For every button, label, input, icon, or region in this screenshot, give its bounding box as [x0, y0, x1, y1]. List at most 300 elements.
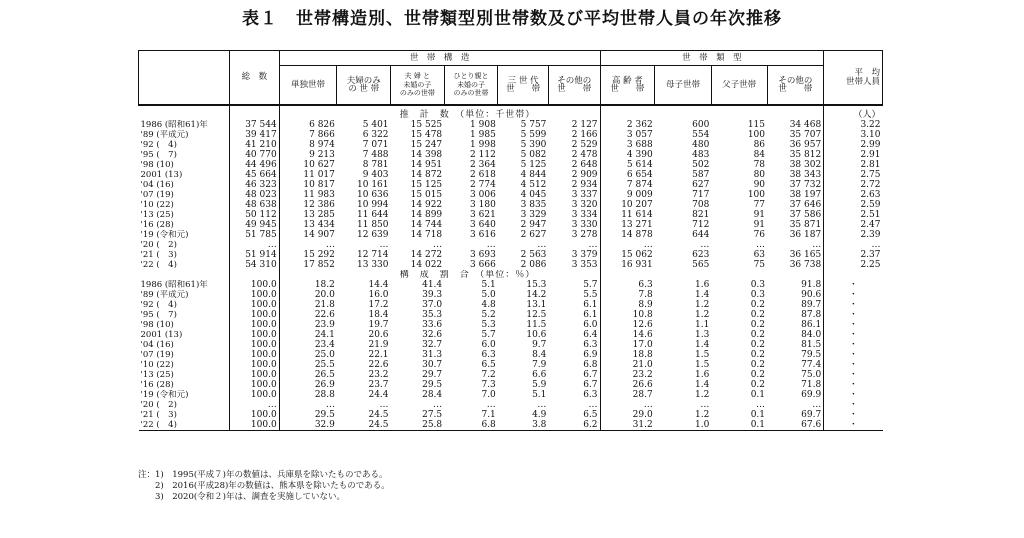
- value-cell: 8 974: [309, 140, 335, 150]
- value-cell: …: [379, 240, 389, 250]
- year-cell: 1986 (昭和61)年: [139, 280, 230, 290]
- avg-cell: ・: [824, 380, 883, 390]
- value-cell: 708: [692, 200, 710, 210]
- value-cell: 7.8: [600, 290, 655, 300]
- value-cell: 7 071: [362, 140, 389, 150]
- table-row: [139, 360, 883, 370]
- value-cell: 49 945: [230, 220, 280, 230]
- value-cell: 2 627: [520, 230, 547, 240]
- value-cell: 3 640: [470, 220, 496, 230]
- value-cell: 6.1: [583, 310, 598, 320]
- value-cell: 91: [753, 220, 766, 230]
- caption-year-cell: [139, 105, 230, 120]
- value-cell: 3 693: [470, 250, 496, 260]
- avg-unit: [824, 270, 883, 280]
- value-cell: 38 302: [789, 160, 822, 170]
- value-cell: 8.9: [600, 300, 655, 310]
- value-cell: 32.9: [279, 420, 337, 431]
- value-cell: …: [379, 400, 389, 410]
- value-cell: 14 907: [303, 230, 335, 240]
- value-cell: 18.4: [368, 310, 389, 320]
- value-cell: 91: [753, 210, 766, 220]
- value-cell: 84.0: [801, 330, 822, 340]
- value-cell: 2 086: [520, 260, 547, 270]
- year-cell: '07 (19): [139, 350, 230, 360]
- value-cell: …: [700, 240, 710, 250]
- value-cell: 2 364: [470, 160, 496, 170]
- avg-cell: ・: [824, 340, 883, 350]
- value-cell: 14 718: [410, 230, 443, 240]
- section-caption: 推 計 数 （単位：千世帯）: [399, 109, 536, 120]
- value-cell: 1.4: [695, 340, 710, 350]
- value-cell: 0.2: [750, 330, 766, 340]
- year-cell: '13 (25): [139, 370, 230, 380]
- avg-cell: 3.22: [824, 120, 883, 130]
- value-cell: 10 161: [357, 180, 389, 190]
- value-cell: 5.5: [583, 290, 598, 300]
- value-cell: 3 688: [600, 140, 655, 150]
- value-cell: 4 844: [520, 170, 547, 180]
- value-cell: 4 512: [520, 180, 547, 190]
- year-cell: '16 (28): [139, 220, 230, 230]
- caption-total-cell: [230, 270, 280, 280]
- value-cell: 40 770: [230, 150, 280, 160]
- value-cell: 5 599: [520, 130, 547, 140]
- header-group-type: 世 帯 類 型: [600, 51, 824, 66]
- value-cell: 6.3: [481, 350, 496, 360]
- value-cell: 1.3: [695, 330, 710, 340]
- year-cell: '21 ( 3): [139, 410, 230, 420]
- value-cell: 2 947: [520, 220, 547, 230]
- avg-cell: ・: [824, 410, 883, 420]
- value-cell: 14 878: [600, 230, 655, 240]
- value-cell: 20.6: [368, 330, 389, 340]
- value-cell: 6.0: [481, 340, 496, 350]
- value-cell: …: [537, 400, 547, 410]
- value-cell: 17 852: [303, 260, 335, 270]
- value-cell: 12.5: [526, 310, 547, 320]
- value-cell: …: [700, 400, 710, 410]
- table-row: [139, 160, 883, 170]
- value-cell: 12.6: [600, 320, 655, 330]
- value-cell: 2 934: [571, 180, 598, 190]
- value-cell: 100: [747, 190, 766, 200]
- value-cell: 90: [753, 180, 766, 190]
- value-cell: 15 125: [410, 180, 443, 190]
- value-cell: 54 310: [230, 260, 280, 270]
- value-cell: 12 714: [357, 250, 389, 260]
- value-cell: 11 614: [600, 210, 655, 220]
- value-cell: 13 434: [303, 220, 335, 230]
- value-cell: 565: [692, 260, 710, 270]
- value-cell: 11 850: [357, 220, 389, 230]
- value-cell: 2 112: [470, 150, 496, 160]
- table-row: [139, 260, 883, 270]
- value-cell: 6.7: [583, 380, 598, 390]
- value-cell: 28.8: [314, 390, 335, 400]
- avg-unit: （人）: [824, 105, 883, 120]
- value-cell: 29.5: [314, 410, 335, 420]
- value-cell: 13 330: [357, 260, 389, 270]
- value-cell: 623: [692, 250, 710, 260]
- value-cell: 21.0: [600, 360, 655, 370]
- year-cell: '19 (令和元): [139, 230, 230, 240]
- value-cell: 6.3: [600, 280, 655, 290]
- value-cell: 31.3: [422, 350, 443, 360]
- value-cell: 100.0: [230, 330, 280, 340]
- value-cell: 14 872: [410, 170, 443, 180]
- value-cell: 10 994: [357, 200, 389, 210]
- avg-cell: 2.39: [824, 230, 883, 240]
- value-cell: 4 390: [600, 150, 655, 160]
- value-cell: 8 781: [362, 160, 389, 170]
- value-cell: 30.7: [422, 360, 443, 370]
- year-cell: '22 ( 4): [139, 260, 230, 270]
- table-row: [139, 210, 883, 220]
- value-cell: 502: [692, 160, 710, 170]
- header-elderly: 高 齢 者 世 帯: [600, 66, 655, 106]
- value-cell: 3 334: [571, 210, 598, 220]
- value-cell: 14 744: [410, 220, 443, 230]
- value-cell: 33.6: [422, 320, 443, 330]
- value-cell: 36 957: [789, 140, 822, 150]
- value-cell: 6.5: [583, 410, 598, 420]
- value-cell: 19.7: [368, 320, 389, 330]
- value-cell: 3 616: [470, 230, 496, 240]
- year-cell: '22 ( 4): [139, 420, 230, 431]
- value-cell: 5 082: [520, 150, 547, 160]
- value-cell: 23.2: [368, 370, 389, 380]
- value-cell: 0.1: [711, 420, 767, 431]
- year-cell: '19 (令和元): [139, 390, 230, 400]
- header-year-corner: [139, 51, 230, 106]
- avg-cell: ・: [824, 320, 883, 330]
- value-cell: 4.9: [532, 410, 547, 420]
- avg-cell: ・: [824, 360, 883, 370]
- value-cell: 7 874: [600, 180, 655, 190]
- year-cell: '95 ( 7): [139, 310, 230, 320]
- table-row: [139, 120, 883, 130]
- value-cell: 6.3: [583, 390, 598, 400]
- value-cell: 7.9: [532, 360, 547, 370]
- avg-cell: 2.63: [824, 190, 883, 200]
- value-cell: 9.7: [532, 340, 547, 350]
- value-cell: 2 563: [520, 250, 547, 260]
- value-cell: 100.0: [230, 290, 280, 300]
- value-cell: 6.0: [583, 320, 598, 330]
- value-cell: 3 835: [520, 200, 547, 210]
- value-cell: 100.0: [230, 310, 280, 320]
- footnote: 3) 2020(令和２)年は、調査を実施していない。: [138, 492, 345, 502]
- value-cell: 14.4: [368, 280, 389, 290]
- value-cell: 15 062: [600, 250, 655, 260]
- value-cell: 35 707: [789, 130, 822, 140]
- value-cell: 80: [753, 170, 766, 180]
- value-cell: 14 398: [410, 150, 443, 160]
- table-row: [139, 340, 883, 350]
- value-cell: 14 922: [410, 200, 443, 210]
- year-cell: '98 (10): [139, 320, 230, 330]
- section-caption-row: [139, 105, 883, 120]
- value-cell: 7.0: [481, 390, 496, 400]
- value-cell: 3 329: [520, 210, 547, 220]
- value-cell: 79.5: [801, 350, 822, 360]
- value-cell: 18.8: [600, 350, 655, 360]
- value-cell: 29.0: [600, 410, 655, 420]
- value-cell: 24.5: [368, 410, 389, 420]
- avg-cell: ・: [824, 280, 883, 290]
- table-row: [139, 130, 883, 140]
- value-cell: 3 330: [571, 220, 598, 230]
- value-cell: 100.0: [230, 280, 280, 290]
- avg-cell: ・: [824, 350, 883, 360]
- value-cell: 17.0: [600, 340, 655, 350]
- value-cell: 100.0: [230, 390, 280, 400]
- value-cell: 627: [692, 180, 710, 190]
- value-cell: 10 636: [357, 190, 389, 200]
- year-cell: '04 (16): [139, 340, 230, 350]
- value-cell: 6 322: [362, 130, 389, 140]
- value-cell: 14.6: [600, 330, 655, 340]
- page-title: 表１ 世帯構造別、世帯類型別世帯数及び平均世帯人員の年次推移: [242, 9, 782, 29]
- value-cell: 37 646: [789, 200, 822, 210]
- year-cell: '92 ( 4): [139, 300, 230, 310]
- value-cell: …: [600, 240, 655, 250]
- value-cell: 2 166: [571, 130, 598, 140]
- value-cell: 36 165: [789, 250, 822, 260]
- value-cell: 76: [753, 230, 766, 240]
- value-cell: 100.0: [230, 320, 280, 330]
- value-cell: 36 187: [789, 230, 822, 240]
- year-cell: '07 (19): [139, 190, 230, 200]
- value-cell: 6.5: [481, 360, 496, 370]
- value-cell: 50 112: [230, 210, 280, 220]
- value-cell: 3 621: [470, 210, 496, 220]
- value-cell: 15 015: [410, 190, 443, 200]
- value-cell: 0.1: [750, 410, 766, 420]
- value-cell: 2 618: [470, 170, 496, 180]
- value-cell: …: [812, 400, 822, 410]
- value-cell: 25.0: [314, 350, 335, 360]
- table-row: [139, 230, 883, 240]
- value-cell: 1.2: [695, 410, 710, 420]
- header-couple-with-children: 夫 婦 と 未婚の子 のみの世帯: [391, 66, 445, 106]
- value-cell: 0.2: [750, 320, 766, 330]
- value-cell: 84: [753, 150, 766, 160]
- value-cell: 5 401: [362, 120, 389, 130]
- value-cell: 89.7: [801, 300, 822, 310]
- table-row: [139, 290, 883, 300]
- caption-empty-cell: [600, 105, 824, 120]
- year-cell: '21 ( 3): [139, 250, 230, 260]
- avg-cell: …: [824, 240, 883, 250]
- value-cell: 44 496: [230, 160, 280, 170]
- year-cell: '92 ( 4): [139, 140, 230, 150]
- avg-cell: ・: [824, 390, 883, 400]
- value-cell: …: [756, 400, 766, 410]
- value-cell: 41.4: [422, 280, 443, 290]
- value-cell: 6 654: [600, 170, 655, 180]
- value-cell: 5.2: [481, 310, 496, 320]
- value-cell: 7.3: [481, 380, 496, 390]
- value-cell: 13 271: [600, 220, 655, 230]
- footnote: 2) 2016(平成28)年の数値は、熊本県を除いたものである。: [138, 481, 390, 491]
- header-average-members: [824, 51, 883, 106]
- value-cell: 9 009: [600, 190, 655, 200]
- value-cell: 22.6: [314, 310, 335, 320]
- value-cell: 5 757: [520, 120, 547, 130]
- value-cell: 37 586: [789, 210, 822, 220]
- value-cell: 5.7: [481, 330, 496, 340]
- value-cell: …: [588, 240, 598, 250]
- value-cell: 24.5: [337, 420, 391, 431]
- table-row: [139, 330, 883, 340]
- value-cell: …: [600, 400, 655, 410]
- value-cell: 1.2: [695, 390, 710, 400]
- avg-cell: 2.47: [824, 220, 883, 230]
- value-cell: 14 272: [410, 250, 443, 260]
- value-cell: 16.0: [368, 290, 389, 300]
- value-cell: 24.4: [368, 390, 389, 400]
- value-cell: 15 247: [410, 140, 443, 150]
- value-cell: 14 899: [410, 210, 443, 220]
- value-cell: 483: [692, 150, 710, 160]
- value-cell: 75.0: [801, 370, 822, 380]
- value-cell: …: [230, 400, 280, 410]
- header-single-parent: ひとり親と 未婚の子 のみの世帯: [444, 66, 498, 106]
- value-cell: 100.0: [230, 300, 280, 310]
- header-single: 単独世帯: [279, 66, 337, 106]
- value-cell: 5.3: [481, 320, 496, 330]
- avg-cell: 2.72: [824, 180, 883, 190]
- value-cell: 0.3: [750, 290, 766, 300]
- value-cell: 1.6: [695, 370, 710, 380]
- value-cell: 5.9: [532, 380, 547, 390]
- value-cell: 3 006: [470, 190, 496, 200]
- value-cell: …: [812, 240, 822, 250]
- value-cell: 3 379: [571, 250, 598, 260]
- value-cell: 15 525: [410, 120, 443, 130]
- value-cell: 12 386: [303, 200, 335, 210]
- avg-cell: 2.25: [824, 260, 883, 270]
- value-cell: 22.6: [368, 360, 389, 370]
- value-cell: 78: [753, 160, 766, 170]
- year-cell: 2001 (13): [139, 330, 230, 340]
- table-row: [139, 370, 883, 380]
- value-cell: 31.2: [600, 420, 655, 431]
- value-cell: 37.0: [422, 300, 443, 310]
- value-cell: 3 353: [571, 260, 598, 270]
- value-cell: …: [486, 240, 496, 250]
- value-cell: 8.4: [532, 350, 547, 360]
- value-cell: 9 403: [362, 170, 389, 180]
- value-cell: 41 210: [230, 140, 280, 150]
- value-cell: 6 826: [309, 120, 335, 130]
- value-cell: 0.3: [750, 280, 766, 290]
- value-cell: 10.6: [526, 330, 547, 340]
- header-couple-only: 夫婦のみ の 世 帯: [337, 66, 391, 106]
- value-cell: 67.6: [767, 420, 824, 431]
- value-cell: 35.3: [422, 310, 443, 320]
- value-cell: 28.7: [600, 390, 655, 400]
- value-cell: 7 866: [309, 130, 335, 140]
- value-cell: 11 017: [303, 170, 335, 180]
- value-cell: 77.4: [801, 360, 822, 370]
- header-other-type: その他の 世 帯: [767, 66, 824, 106]
- value-cell: 90.6: [801, 290, 822, 300]
- value-cell: 51 914: [230, 250, 280, 260]
- section-caption-row: [139, 270, 883, 280]
- footnote: 注：1) 1995(平成７)年の数値は、兵庫県を除いたものである。: [138, 470, 388, 480]
- value-cell: 25.8: [391, 420, 445, 431]
- avg-cell: ・: [824, 330, 883, 340]
- table-header: [139, 51, 883, 106]
- value-cell: 5 614: [600, 160, 655, 170]
- value-cell: 35 812: [789, 150, 822, 160]
- avg-cell: ・: [824, 310, 883, 320]
- value-cell: 35 871: [789, 220, 822, 230]
- value-cell: 17.2: [368, 300, 389, 310]
- value-cell: 100.0: [230, 360, 280, 370]
- table-row: [139, 320, 883, 330]
- value-cell: 87.8: [801, 310, 822, 320]
- value-cell: 3 666: [470, 260, 496, 270]
- value-cell: …: [537, 240, 547, 250]
- avg-cell: 2.37: [824, 250, 883, 260]
- value-cell: 10 207: [600, 200, 655, 210]
- table-row: [139, 380, 883, 390]
- value-cell: 644: [692, 230, 710, 240]
- value-cell: 100.0: [230, 340, 280, 350]
- value-cell: 75: [753, 260, 766, 270]
- value-cell: 45 664: [230, 170, 280, 180]
- value-cell: 5.1: [532, 390, 547, 400]
- value-cell: …: [230, 240, 280, 250]
- value-cell: 23.2: [600, 370, 655, 380]
- year-cell: '20 ( 2): [139, 240, 230, 250]
- value-cell: 38 343: [789, 170, 822, 180]
- value-cell: 23.7: [368, 380, 389, 390]
- value-cell: 100.0: [230, 370, 280, 380]
- table-row: [139, 280, 883, 290]
- value-cell: 12 639: [357, 230, 389, 240]
- value-cell: 6.8: [444, 420, 498, 431]
- value-cell: 5 390: [520, 140, 547, 150]
- value-cell: 18.2: [314, 280, 335, 290]
- value-cell: 15 292: [303, 250, 335, 260]
- header-average-members-label: 平 均 世帯人員: [845, 68, 880, 87]
- value-cell: 21.8: [314, 300, 335, 310]
- value-cell: 81.5: [801, 340, 822, 350]
- value-cell: 6.4: [583, 330, 598, 340]
- value-cell: 2 909: [571, 170, 598, 180]
- value-cell: 2 362: [600, 120, 655, 130]
- value-cell: 5 125: [520, 160, 547, 170]
- value-cell: 39.3: [422, 290, 443, 300]
- value-cell: 13 285: [303, 210, 335, 220]
- value-cell: 600: [692, 120, 710, 130]
- header-three-generation: 三 世 代 世 帯: [498, 66, 549, 106]
- value-cell: 1.5: [695, 360, 710, 370]
- value-cell: 11 983: [303, 190, 335, 200]
- avg-cell: ・: [824, 420, 883, 431]
- value-cell: 1.5: [695, 350, 710, 360]
- avg-cell: 3.10: [824, 130, 883, 140]
- table-row: [139, 400, 883, 410]
- table-row: [139, 390, 883, 400]
- value-cell: 1.4: [695, 290, 710, 300]
- table-row: [139, 300, 883, 310]
